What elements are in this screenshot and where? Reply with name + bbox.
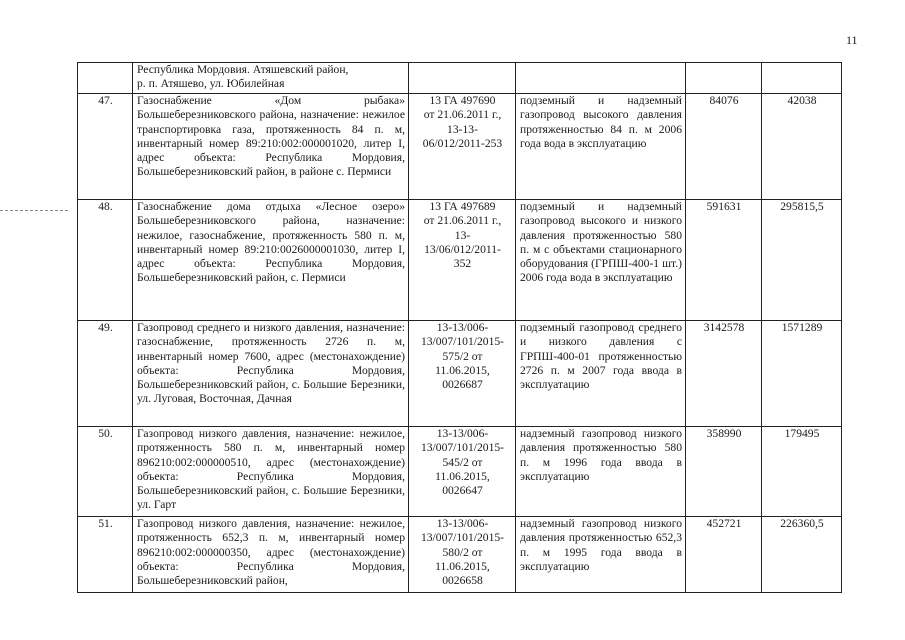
registration-info: 13 ГА 497690 от 21.06.2011 г., 13-13- 06/012/2011-253: [422, 94, 503, 150]
object-characteristics: подземный и надземный газопровод высокого и низкого давления протяженностью 580 п. м с объектами стационарного оборудования (ГРПШ-400-1 шт.) 2006 года вода в эксплуатацию: [520, 200, 682, 285]
row-number: 51.: [78, 517, 133, 593]
value-cell-1: 591631: [686, 200, 762, 321]
object-characteristics: подземный и надземный газопровод высокого давления протяженностью 84 п. м 2006 года вода в эксплуатацию: [520, 94, 682, 150]
page-number: 11: [846, 33, 858, 47]
object-description: Газоснабжение дома отдыха «Лесное озеро» Большеберезниковского района, назначение: нежилое, газоснабжение, протяженность 580 п. м, инвентарный номер 89:210:0026000001030, литер I, адрес объекта: Республика Мордовия, Большеберезниковский район, с. Пермиси: [137, 200, 405, 285]
table-row: [78, 63, 842, 94]
value-cell-1: 452721: [686, 517, 762, 593]
registration-info: 13-13/006- 13/007/101/2015- 580/2 от 11.06.2015, 0026658: [420, 517, 505, 588]
table-row: [78, 200, 842, 321]
row-number: 48.: [78, 200, 133, 321]
scan-artifact-line: [0, 210, 68, 211]
registration-info: 13-13/006- 13/007/101/2015- 545/2 от 11.06.2015, 0026647: [420, 427, 505, 498]
table-body: [78, 63, 842, 593]
object-description: Газоснабжение «Дом рыбака» Большеберезниковского района, назначение: нежилое транспортировка газа, протяженность 84 п. м, инвентарный номер 89:210:002:000001020, литер I, адрес объекта: Республика Мордовия, Большеберезниковский район, в районе с. Пермиси: [137, 94, 405, 179]
registration-info: 13-13/006- 13/007/101/2015- 575/2 от 11.06.2015, 0026687: [420, 321, 505, 392]
value-cell-2: 226360,5: [762, 517, 842, 593]
object-characteristics: подземный газопровод среднего и низкого давления с ГРПШ-400-01 протяженностью 2726 п. м 2007 года ввода в эксплуатацию: [520, 321, 682, 392]
table-row: [78, 94, 842, 200]
object-characteristics: надземный газопровод низкого давления протяженностью 652,3 п. м 1995 года ввода в эксплуатацию: [520, 517, 682, 573]
value-cell-2: 42038: [762, 94, 842, 200]
row-number: 49.: [78, 321, 133, 427]
value-cell-2: 1571289: [762, 321, 842, 427]
value-cell-1: [686, 63, 762, 94]
row-number: 50.: [78, 427, 133, 517]
table-row: [78, 427, 842, 517]
value-cell-2: 295815,5: [762, 200, 842, 321]
value-cell-1: 358990: [686, 427, 762, 517]
row-number: [78, 63, 133, 94]
table-row: [78, 321, 842, 427]
value-cell-1: 3142578: [686, 321, 762, 427]
value-cell-2: [762, 63, 842, 94]
object-characteristics: надземный газопровод низкого давления протяженностью 580 п. м 1996 года ввода в эксплуатацию: [520, 427, 682, 483]
value-cell-2: 179495: [762, 427, 842, 517]
object-description: Республика Мордовия. Атяшевский район, р. п. Атяшево, ул. Юбилейная: [137, 63, 349, 91]
property-registry-table: [77, 62, 842, 593]
value-cell-1: 84076: [686, 94, 762, 200]
object-description: Газопровод среднего и низкого давления, назначение: газоснабжение, протяженность 2726 п. м, инвентарный номер 7600, адрес (местонахождение) объекта: Республика Мордовия, Большеберезниковский район, с. Большие Березники, ул. Луговая, Восточная, Дачная: [137, 321, 405, 406]
table-row: [78, 517, 842, 593]
object-description: Газопровод низкого давления, назначение: нежилое, протяженность 652,3 п. м, инвентарный номер 896210:002:000000350, адрес (местонахождение) объекта: Республика Мордовия, Большеберезниковский район,: [137, 517, 405, 588]
row-number: 47.: [78, 94, 133, 200]
object-description: Газопровод низкого давления, назначение: нежилое, протяженность 580 п. м, инвентарный номер 896210:002:000000510, адрес (местонахождение) объекта: Республика Мордовия, Большеберезниковский район, с. Большие Березники, ул. Гарт: [137, 427, 405, 512]
registration-info: 13 ГА 497689 от 21.06.2011 г., 13- 13/06/012/2011- 352: [423, 200, 502, 271]
